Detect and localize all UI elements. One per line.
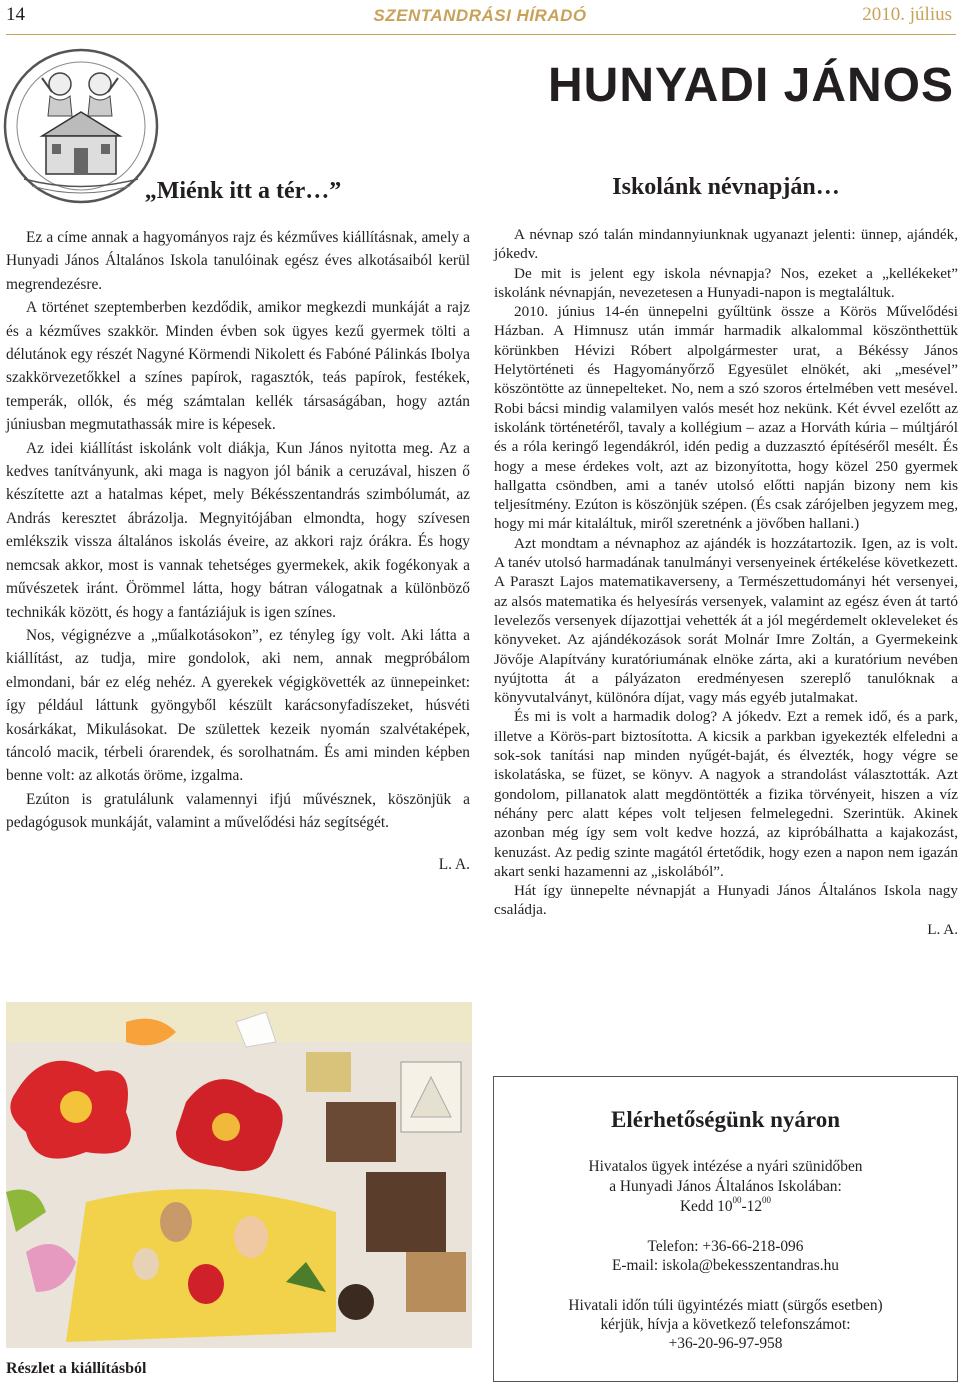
paragraph: A történet szeptemberben kezdődik, amikor megkezdi munkáját a rajz és a kézműves szakkör. Minden évben sok ügyes kezű gyermek tölti a délutánok egy részét Nagyné Körmendi Nikolett és Fabóné Pálinkás Ibolya szakkörvezetőkkel a színes papírok, ragasztók, teás papírok, festékek, temperák, ollók, és még számtalan kellék társaságában, hogy aztán júniusban megmutathassák mire is képesek. xyxy=(6,299,470,434)
right-article-title: Iskolánk névnapján… xyxy=(612,174,840,200)
contact-line: Hivatali időn túli ügyintézés miatt (sürgős esetben) xyxy=(568,1297,883,1314)
publication-title: SZENTANDRÁSI HÍRADÓ xyxy=(373,6,587,25)
office-hours xyxy=(494,1197,957,1217)
left-article-signature: L. A. xyxy=(438,855,470,873)
contact-phone: Telefon: +36-66-218-096 xyxy=(647,1238,804,1255)
paragraph: Azt mondtam a névnaphoz az ajándék is hozzátartozik. Igen, az is volt. A tanév utolsó harmadának tanulmányi versenyeinek értékelése következett. A Paraszt Lajos matematikaverseny, a Természettudományi hét versenyei, az alsós matematika és helyesírás versenyek, valamint az egész éven át tartó levelezős versenyek díjazottjai vehették át a jól megérdemelt okleveleket és könyveket. Az ajándékozások sorát Molnár Imre Zoltán, a Gyermekeink Jövője Alapítvány kuratóriumának elnöke zárta, aki a kuratórium nevében nyújtotta át a pályázaton eredményesen szereplő tanulóknak a könyvutalványt, különóra díjat, vagy más egyéb jutalmakat. xyxy=(494,534,958,707)
exhibition-photo xyxy=(6,1002,472,1348)
paragraph: Hát így ünnepelte névnapját a Hunyadi János Általános Iskola nagy családja. xyxy=(494,882,958,919)
paragraph: A névnap szó talán mindannyiunknak ugyanazt jelenti: ünnep, ajándék, jókedv. xyxy=(494,226,958,263)
contact-line: a Hunyadi János Általános Iskolában: xyxy=(609,1178,842,1195)
contact-email: E-mail: iskola@bekesszentandras.hu xyxy=(611,1257,839,1274)
hours-start-minutes: 00 xyxy=(732,1195,742,1205)
left-article-body xyxy=(6,226,470,876)
right-article-signature: L. A. xyxy=(927,920,958,938)
paragraph: Nos, végignézve a „műalkotásokon”, ez tényleg így volt. Aki látta a kiállítást, az tudja, mire gondolok, aki nem, annak megpróbálom elmondani, bár ez elég nehéz. A gyerekek végigkövették az ünnepeinket: így például láttunk gyöngyből készült karácsonyfadíszeket, húsvéti kosárkákat, Mikulásokat. De születtek kezeik nyomán szalvétaképek, táncoló macik, térbeli órarendek, és sorolhatnám. És ami minden képben benne volt: az alkotás öröme, izgalma. xyxy=(6,626,470,785)
paragraph: De mit is jelent egy iskola névnapja? Nos, ezeket a „kellékeket” iskolánk névnapján, nevezetesen a Hunyadi-napon is megtaláltuk. xyxy=(494,264,958,301)
photo-caption: Részlet a kiállításból xyxy=(6,1360,147,1377)
hours-end-minutes: 00 xyxy=(762,1195,772,1205)
section-heading: HUNYADI JÁNOS xyxy=(548,59,954,112)
contact-mobile: +36-20-96-97-958 xyxy=(668,1335,783,1352)
contact-title: Elérhetőségünk nyáron xyxy=(611,1107,840,1132)
page-number: 14 xyxy=(6,4,25,25)
hours-prefix: Kedd 10 xyxy=(679,1198,733,1215)
hours-separator: -12 xyxy=(741,1198,763,1215)
contact-line: kérjük, hívja a következő telefonszámot: xyxy=(600,1316,851,1333)
paragraph: Az idei kiállítást iskolánk volt diákja, Kun János nyitotta meg. Az a kedves tanítványunk, aki maga is nagyon jól bánik a ceruzával, hiszen ő készítette azt a hatalmas képet, mely Békésszentandrás szimbólumát, az András keresztet ábrázolja. Megnyitójában elmondta, hogy szívesen emlékszik vissza általános iskolás éveire, az akkori rajz órákra. És hogy nemcsak akkor, most is vannak tehetséges gyermekek, akik fogékonyak a művészetek iránt. Örömmel látta, hogy bátran válogatnak a különböző technikák között, és hogy a fantáziájuk is igen színes. xyxy=(6,439,470,621)
right-article-body xyxy=(494,225,958,939)
left-article-title: „Miénk itt a tér…” xyxy=(144,178,342,204)
header-rule xyxy=(6,34,956,35)
paragraph: Ezúton is gratulálunk valamennyi ifjú művésznek, köszönjük a pedagógusok munkáját, valamint a művelődési ház segítségét. xyxy=(6,790,470,832)
contact-line: Hivatalos ügyek intézése a nyári szünidőben xyxy=(588,1158,863,1175)
paragraph: És mi is volt a harmadik dolog? A jókedv. Ezt a remek idő, és a park, illetve a Körös-part biztosította. A kicsik a parkban igyekezték elfeledni a sok-sok tanítási nap minden nyűgét-baját, és élvezték, hogy végre se iskolatáska, se füzet, se könyv. A nagyok a strandolást választották. Azt gondolom, pillanatok alatt megdöntötték a fizika törvényeit, hiszen a víz néhány perc alatt képes volt teljesen felmelegedni. Szerintük. Akinek azonban még így sem volt kedve hozzá, az kipróbálhatta a kajakozást, kenuzást. Az pedig szinte magától értetődik, hogy ezen a napon nem igazán akart senki hazamenni az „iskolából”. xyxy=(494,708,958,880)
paragraph: 2010. június 14-én ünnepelni gyűltünk össze a Körös Művelődési Házban. A Himnusz után immár harmadik alkalommal köszönthettük körünkben Hévizi Róbert alpolgármester urat, a Békéssy János Helytörténeti és Hagyományőrző Egyesület elnökét, aki „mesével” köszöntötte az ünnepelteket. No, nem a szó szoros értelmében vett mesével. Robi bácsi mindig valamilyen valós mesét hoz nekünk. Két évvel ezelőtt az iskolánk történetéről, tavaly a kollégium – azaz a Horváth kúria – múltjáról és a róla keringő legendákról, idén pedig a duzzasztó építéséről mesélt. És hogy a mese érdekes volt, azt az bizonyította, hogy közel 250 gyermek hallgatta csöndben, ami a tanév utolsó előtti napján bizony nem kis teljesítmény. Ezúton is köszönjük szépen. (És csak zárójelben jegyzem meg, hogy mi már kitaláltuk, miről szeretnénk a jövőben hallani.) xyxy=(494,303,958,533)
summer-contact-box xyxy=(493,1076,958,1382)
paragraph: Ez a címe annak a hagyományos rajz és kézműves kiállításnak, amely a Hunyadi János Általános Iskola tanulóinak egész éves alkotásaiból kerül megrendezésre. xyxy=(6,229,470,293)
issue-date: 2010. július xyxy=(862,4,952,25)
